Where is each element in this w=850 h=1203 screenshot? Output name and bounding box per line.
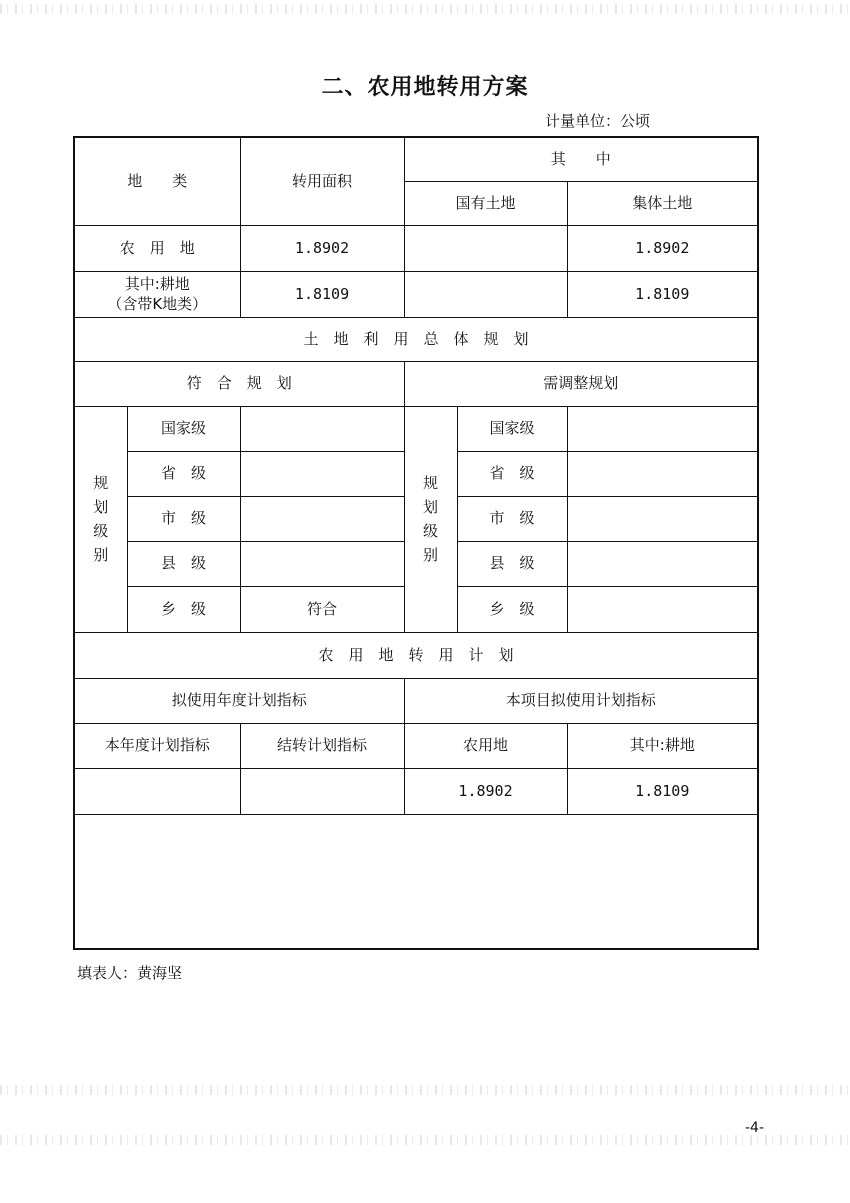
level-city-right: 市 级 bbox=[457, 496, 567, 541]
project-farmland-value: 1.8902 bbox=[404, 768, 567, 814]
needs-adjust-header: 需调整规划 bbox=[404, 361, 758, 406]
annual-indicator-header: 拟使用年度计划指标 bbox=[74, 678, 404, 723]
conforms-township-value: 符合 bbox=[240, 586, 404, 632]
adjust-national-value bbox=[567, 406, 758, 451]
adjust-city-value bbox=[567, 496, 758, 541]
arable-label-line2: （含带K地类） bbox=[107, 295, 208, 313]
unit-label: 计量单位：公顷 bbox=[545, 112, 651, 130]
arable-label-line1: 其中:耕地 bbox=[124, 274, 190, 293]
this-year-indicator-value bbox=[74, 768, 240, 814]
conforms-plan-header: 符 合 规 划 bbox=[74, 361, 404, 406]
arable-area: 1.8109 bbox=[240, 271, 404, 317]
project-farmland-header: 农用地 bbox=[404, 723, 567, 768]
conforms-county-value bbox=[240, 541, 404, 586]
of-which-header: 其 中 bbox=[404, 137, 758, 181]
arable-collective: 1.8109 bbox=[567, 271, 758, 317]
overall-plan-title: 土 地 利 用 总 体 规 划 bbox=[74, 317, 758, 361]
collective-land-header: 集体土地 bbox=[567, 181, 758, 225]
adjust-township-value bbox=[567, 586, 758, 632]
project-arable-header: 其中:耕地 bbox=[567, 723, 758, 768]
carryover-indicator-header: 结转计划指标 bbox=[240, 723, 404, 768]
scan-noise-bottom-2 bbox=[0, 1135, 850, 1145]
project-arable-value: 1.8109 bbox=[567, 768, 758, 814]
level-county-right: 县 级 bbox=[457, 541, 567, 586]
project-indicator-header: 本项目拟使用计划指标 bbox=[404, 678, 758, 723]
arable-state bbox=[404, 271, 567, 317]
conforms-city-value bbox=[240, 496, 404, 541]
level-county-left: 县 级 bbox=[127, 541, 240, 586]
adjust-province-value bbox=[567, 451, 758, 496]
farmland-label: 农 用 地 bbox=[74, 225, 240, 271]
plan-level-label-right: 规 划 级 别 bbox=[404, 406, 457, 632]
conversion-plan-title: 农 用 地 转 用 计 划 bbox=[74, 632, 758, 678]
conversion-form-table bbox=[73, 136, 759, 950]
level-national-left: 国家级 bbox=[127, 406, 240, 451]
level-province-left: 省 级 bbox=[127, 451, 240, 496]
land-type-header: 地 类 bbox=[74, 137, 240, 225]
farmland-state bbox=[404, 225, 567, 271]
converted-area-header: 转用面积 bbox=[240, 137, 404, 225]
plan-level-label-left: 规 划 级 别 bbox=[74, 406, 127, 632]
level-province-right: 省 级 bbox=[457, 451, 567, 496]
farmland-collective: 1.8902 bbox=[567, 225, 758, 271]
form-filler: 填表人：黄海坚 bbox=[77, 964, 183, 982]
remarks-blank-area bbox=[74, 814, 758, 949]
level-national-right: 国家级 bbox=[457, 406, 567, 451]
page-number: -4- bbox=[745, 1120, 765, 1136]
document-title: 二、农用地转用方案 bbox=[321, 75, 529, 100]
adjust-county-value bbox=[567, 541, 758, 586]
arable-label bbox=[74, 271, 240, 317]
level-township-right: 乡 级 bbox=[457, 586, 567, 632]
level-city-left: 市 级 bbox=[127, 496, 240, 541]
state-land-header: 国有土地 bbox=[404, 181, 567, 225]
scan-noise-bottom bbox=[0, 1085, 850, 1095]
conforms-national-value bbox=[240, 406, 404, 451]
farmland-area: 1.8902 bbox=[240, 225, 404, 271]
scan-noise-top bbox=[0, 4, 850, 14]
carryover-indicator-value bbox=[240, 768, 404, 814]
conforms-province-value bbox=[240, 451, 404, 496]
level-township-left: 乡 级 bbox=[127, 586, 240, 632]
this-year-indicator-header: 本年度计划指标 bbox=[74, 723, 240, 768]
